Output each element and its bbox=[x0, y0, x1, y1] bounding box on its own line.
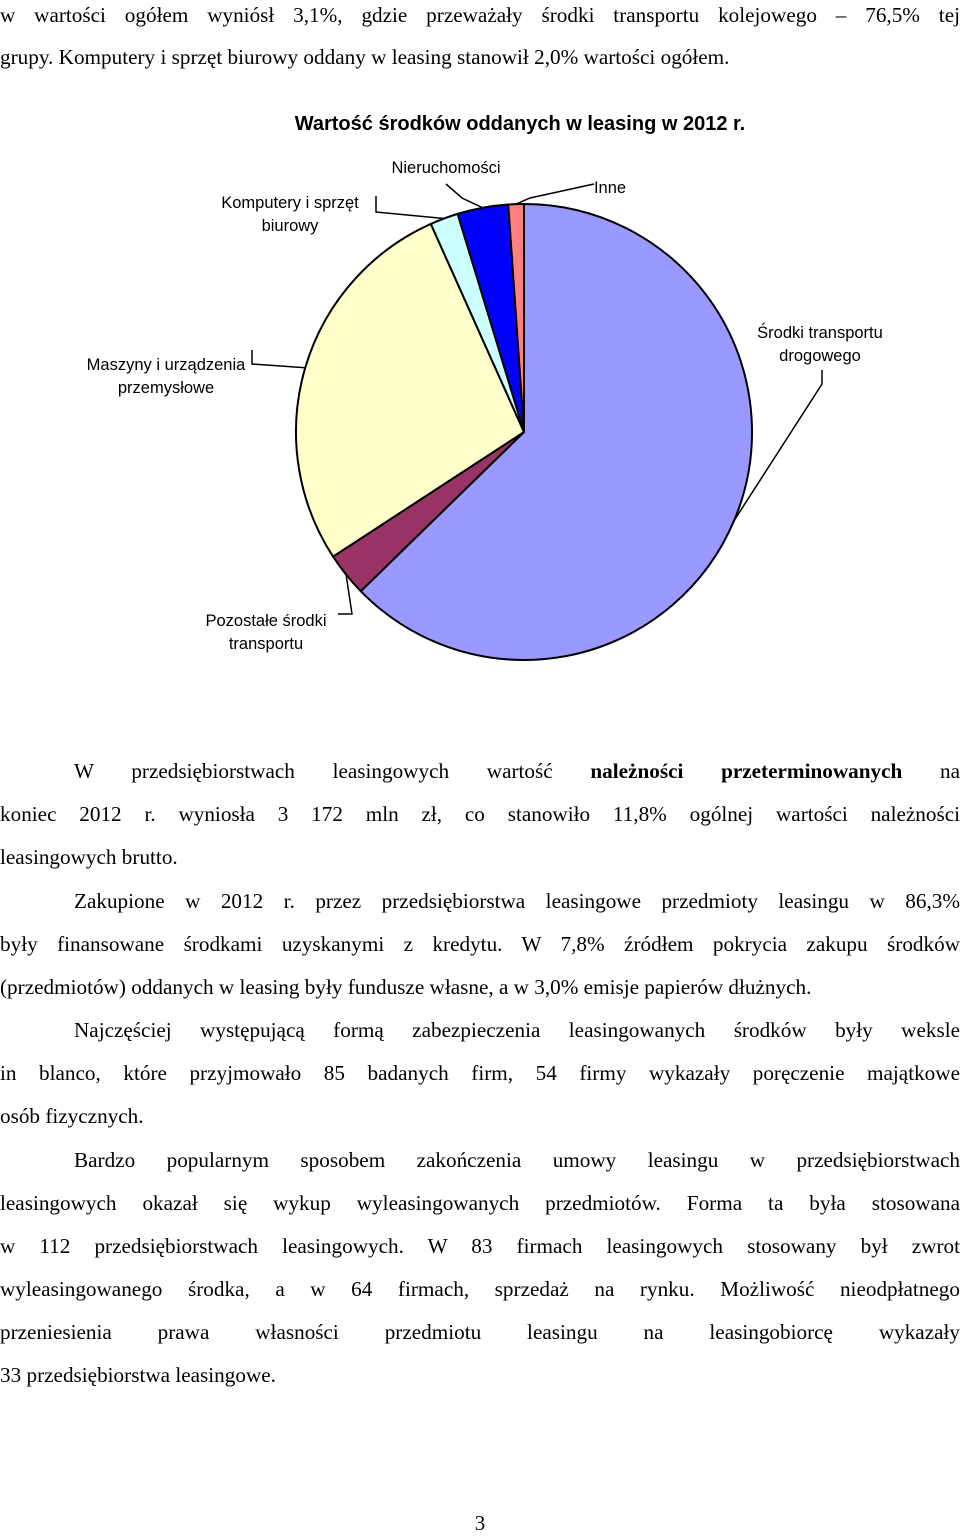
paragraph-2-line bbox=[0, 888, 960, 914]
text-run: w 112 przedsiębiorstwach leasingowych. W 83 firmach leasingowych stosowany był zwrot bbox=[0, 1234, 960, 1258]
slice-label-4 bbox=[391, 159, 500, 177]
leader-line-4 bbox=[446, 184, 483, 208]
slice-label-0 bbox=[757, 323, 883, 365]
text-run: 33 przedsiębiorstwa leasingowe. bbox=[0, 1363, 276, 1387]
slice-label-line: Inne bbox=[593, 179, 627, 197]
slice-label-5 bbox=[594, 179, 626, 197]
leader-line-5 bbox=[516, 184, 594, 204]
text-run: Zakupione w 2012 r. przez przedsiębiorstwa leasingowe przedmioty leasingu w 86,3% bbox=[74, 889, 960, 913]
slice-label-2 bbox=[87, 356, 246, 397]
pie-chart bbox=[0, 96, 960, 680]
slice-label-line: Pozostałe środki bbox=[205, 612, 327, 630]
text-run: Bardzo popularnym sposobem zakończenia umowy leasingu w przedsiębiorstwach bbox=[74, 1148, 960, 1172]
chart-title: Wartość środków oddanych w leasing w 2012 r. bbox=[294, 113, 746, 135]
slice-label-3 bbox=[221, 194, 359, 235]
slice-label-line: transportu bbox=[228, 635, 304, 653]
intro-line-1: w wartości ogółem wyniósł 3,1%, gdzie przeważały środki transportu kolejowego – 76,5% tej bbox=[0, 3, 960, 27]
paragraph-2-line bbox=[0, 974, 960, 1000]
text-run: Najczęściej występującą formą zabezpieczenia leasingowanych środków były weksle bbox=[74, 1018, 960, 1042]
page-number: 3 bbox=[474, 1511, 486, 1535]
text-run: (przedmiotów) oddanych w leasing były fundusze własne, a w 3,0% emisje papierów dłużnych. bbox=[0, 975, 812, 999]
text-run: leasingowych okazał się wykup wyleasingowanych przedmiotów. Forma ta była stosowana bbox=[0, 1191, 960, 1215]
text-run: wyleasingowanego środka, a w 64 firmach, sprzedaż na rynku. Możliwość nieodpłatnego bbox=[0, 1277, 960, 1301]
text-run: osób fizycznych. bbox=[0, 1104, 144, 1128]
text-run: koniec 2012 r. wyniosła 3 172 mln zł, co stanowiło 11,8% ogólnej wartości należności bbox=[0, 802, 960, 826]
paragraph-4-line bbox=[0, 1190, 960, 1216]
paragraph-4-line bbox=[0, 1276, 960, 1302]
bold-text: należności przeterminowanych bbox=[590, 759, 903, 783]
text-run: W przedsiębiorstwach leasingowych wartość bbox=[74, 759, 591, 783]
paragraph-4-line bbox=[0, 1233, 960, 1259]
intro-line-2: grupy. Komputery i sprzęt biurowy oddany w leasing stanowił 2,0% wartości ogółem. bbox=[0, 45, 730, 69]
paragraph-1-line bbox=[0, 844, 960, 870]
slice-label-line: Środki transportu bbox=[757, 324, 883, 342]
leader-line-2 bbox=[252, 350, 305, 368]
paragraph-1-line bbox=[0, 758, 960, 784]
text-run: przeniesienia prawa własności przedmiotu leasingu na leasingobiorcę wykazały bbox=[0, 1320, 960, 1344]
leader-line-3 bbox=[376, 196, 444, 219]
paragraph-3-line bbox=[0, 1060, 960, 1086]
paragraph-2-line bbox=[0, 931, 960, 957]
paragraph-3-line bbox=[0, 1017, 960, 1043]
paragraph-3-line bbox=[0, 1103, 960, 1129]
slice-label-1 bbox=[205, 612, 326, 653]
slice-label-line: Maszyny i urządzenia bbox=[86, 356, 246, 374]
paragraph-4-line bbox=[0, 1147, 960, 1173]
slice-label-line: biurowy bbox=[261, 217, 319, 235]
paragraph-4-line bbox=[0, 1319, 960, 1345]
pie-slices bbox=[296, 204, 752, 660]
paragraph-1-line bbox=[0, 801, 960, 827]
text-run: były finansowane środkami uzyskanymi z kredytu. W 7,8% źródłem pokrycia zakupu środków bbox=[0, 932, 960, 956]
text-run: leasingowych brutto. bbox=[0, 845, 178, 869]
text-run: na bbox=[902, 759, 960, 783]
paragraph-4-line bbox=[0, 1362, 960, 1388]
slice-label-line: Nieruchomości bbox=[391, 159, 501, 177]
slice-label-line: drogowego bbox=[779, 347, 861, 365]
slice-label-line: przemysłowe bbox=[117, 379, 215, 397]
slice-label-line: Komputery i sprzęt bbox=[221, 194, 359, 212]
text-run: in blanco, które przyjmowało 85 badanych firm, 54 firmy wykazały poręczenie majątkowe bbox=[0, 1061, 960, 1085]
